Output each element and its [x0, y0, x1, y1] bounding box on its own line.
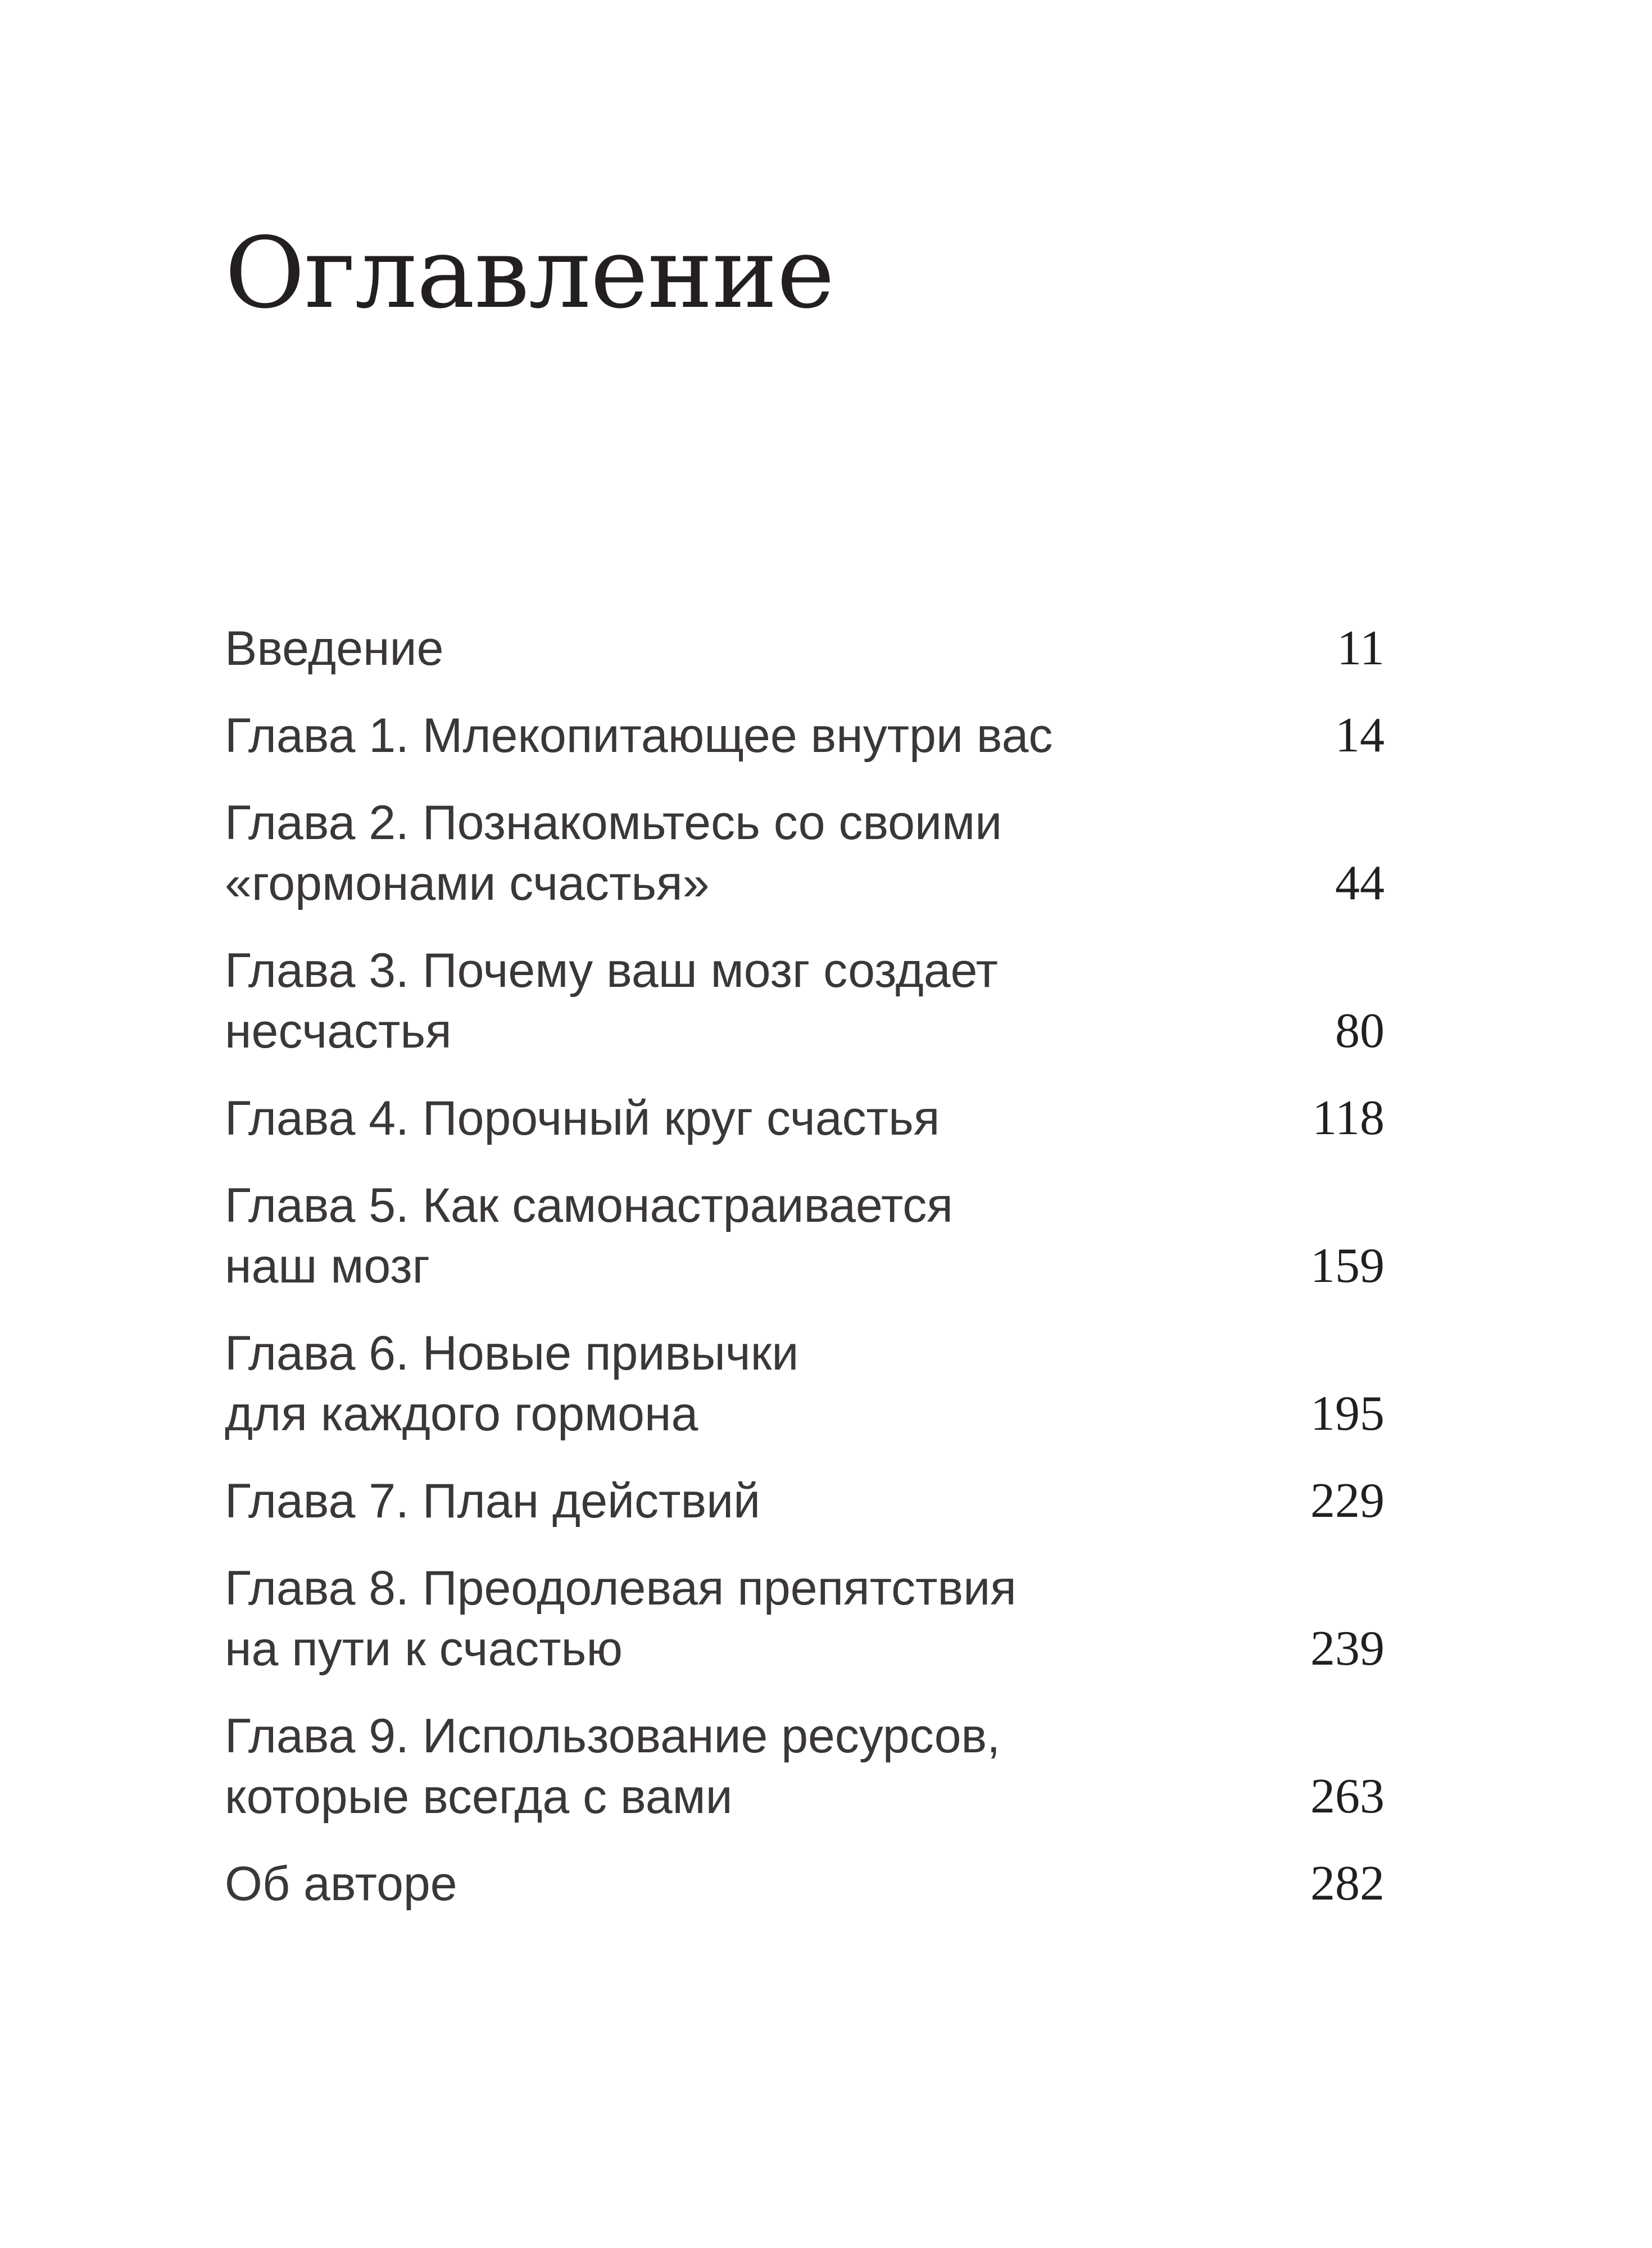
- toc-entry-title: [225, 1471, 760, 1531]
- toc-page-number: 195: [1310, 1386, 1385, 1441]
- toc-page-number: 239: [1310, 1621, 1385, 1676]
- toc-page-number: 229: [1310, 1474, 1385, 1528]
- toc-entry-title-line: Глава 3. Почему ваш мозг создает: [225, 944, 999, 998]
- toc-entry-title-line: Глава 2. Познакомьтесь со своими: [225, 796, 1002, 850]
- toc-entry-chapter-3[interactable]: [225, 940, 1385, 1062]
- toc-entry-chapter-4[interactable]: [225, 1088, 1385, 1149]
- toc-page-number: 282: [1310, 1856, 1385, 1911]
- toc-entry-title: [225, 618, 443, 679]
- toc-entry-title: [225, 1853, 457, 1914]
- toc-entry-title-line: Глава 7. План действий: [225, 1474, 761, 1528]
- toc-entry-chapter-1[interactable]: [225, 705, 1385, 766]
- toc-entry-title-line: Введение: [225, 622, 444, 676]
- toc-entry-title: [225, 1558, 1016, 1679]
- toc-entry-title-line: Глава 8. Преодолевая препятствия: [225, 1561, 1016, 1615]
- toc-page-number: 11: [1337, 621, 1385, 676]
- toc-entry-title: [225, 792, 1002, 914]
- toc-entry-title: [225, 940, 998, 1062]
- toc-page-number: 80: [1335, 1004, 1385, 1058]
- toc-entry-title-line: Глава 1. Млекопитающее внутри вас: [225, 709, 1053, 763]
- toc-page-number: 14: [1335, 708, 1385, 763]
- toc-entry-chapter-6[interactable]: [225, 1323, 1385, 1444]
- table-of-contents: [225, 618, 1385, 1941]
- toc-entry-chapter-7[interactable]: [225, 1471, 1385, 1531]
- toc-entry-title: [225, 705, 1052, 766]
- toc-entry-title-line: Глава 9. Использование ресурсов,: [225, 1709, 1001, 1763]
- toc-entry-title: [225, 1706, 1000, 1827]
- toc-entry-chapter-2[interactable]: [225, 792, 1385, 914]
- page-title: Оглавление: [225, 216, 834, 330]
- toc-entry-title-line: «гормонами счастья»: [225, 856, 710, 910]
- toc-entry-title-line: наш мозг: [225, 1239, 430, 1293]
- toc-entry-title-line: Об авторе: [225, 1857, 457, 1911]
- toc-page-number: 118: [1312, 1091, 1385, 1145]
- toc-entry-title-line: которые всегда с вами: [225, 1770, 733, 1824]
- toc-entry-title: [225, 1323, 798, 1444]
- toc-page-number: 263: [1310, 1769, 1385, 1824]
- toc-entry-about-author[interactable]: [225, 1853, 1385, 1914]
- toc-entry-chapter-9[interactable]: [225, 1706, 1385, 1827]
- toc-entry-title-line: Глава 6. Новые привычки: [225, 1326, 799, 1380]
- toc-entry-title: [225, 1175, 953, 1297]
- toc-page-number: 44: [1335, 856, 1385, 910]
- toc-entry-title-line: несчастья: [225, 1004, 452, 1058]
- toc-entry-title-line: Глава 4. Порочный круг счастья: [225, 1091, 940, 1145]
- toc-entry-title-line: Глава 5. Как самонастраивается: [225, 1179, 953, 1232]
- toc-entry-title-line: для каждого гормона: [225, 1387, 698, 1441]
- toc-entry-title-line: на пути к счастью: [225, 1622, 623, 1676]
- toc-entry-chapter-8[interactable]: [225, 1558, 1385, 1679]
- toc-entry-introduction[interactable]: [225, 618, 1385, 679]
- toc-entry-chapter-5[interactable]: [225, 1175, 1385, 1297]
- toc-entry-title: [225, 1088, 940, 1149]
- toc-page-number: 159: [1310, 1239, 1385, 1293]
